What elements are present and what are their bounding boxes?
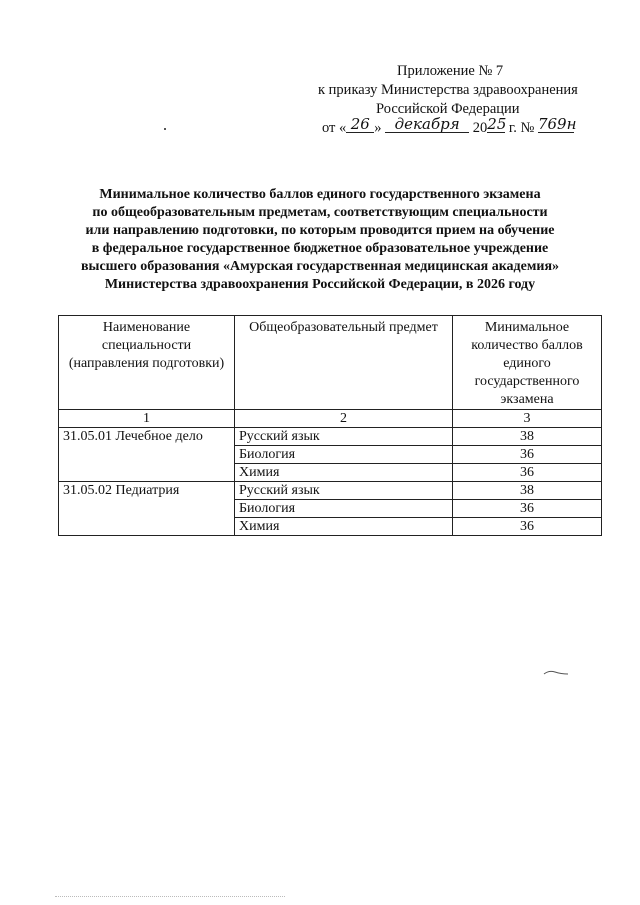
pen-mark xyxy=(543,668,569,678)
date-year-suffix: 25 xyxy=(487,115,507,133)
column-number: 2 xyxy=(235,410,453,428)
date-prefix: от « xyxy=(322,120,347,136)
score-cell: 38 xyxy=(453,482,602,500)
scan-footer-line xyxy=(55,896,285,899)
score-cell: 36 xyxy=(453,446,602,464)
appendix-title: Приложение № 7 xyxy=(397,63,504,79)
date-day: 26 xyxy=(346,116,374,133)
header-specialty: Наименование специальности (направления подготовки) xyxy=(59,316,235,410)
order-number: 769н xyxy=(537,115,577,133)
score-cell: 36 xyxy=(453,464,602,482)
subject-cell: Русский язык xyxy=(235,482,453,500)
scan-speck xyxy=(164,128,166,130)
column-number-row xyxy=(59,410,602,428)
table-row xyxy=(59,482,602,500)
appendix-date-line xyxy=(322,115,577,137)
table-row xyxy=(59,428,602,446)
scores-table xyxy=(58,315,602,536)
title-line: Минимальное количество баллов единого государственного экзамена xyxy=(99,187,541,202)
specialty-cell: 31.05.01 Лечебное дело xyxy=(59,428,235,482)
appendix-order-line: к приказу Министерства здравоохранения xyxy=(318,82,578,98)
title-line: в федеральное государственное бюджетное образовательное учреждение xyxy=(91,241,549,256)
subject-cell: Химия xyxy=(235,518,453,536)
specialty-cell: 31.05.02 Педиатрия xyxy=(59,482,235,536)
title-line: высшего образования «Амурская государственная медицинская академия» xyxy=(80,259,560,274)
column-number: 1 xyxy=(59,410,235,428)
date-year-prefix: 20 xyxy=(472,120,488,136)
date-month: декабря xyxy=(385,116,469,133)
subject-cell: Биология xyxy=(235,446,453,464)
score-cell: 36 xyxy=(453,518,602,536)
title-line: или направлению подготовки, по которым проводится прием на обучение xyxy=(85,223,555,238)
date-mid-quote: » xyxy=(374,120,382,136)
title-line: Министерства здравоохранения Российской Федерации, в 2026 году xyxy=(104,277,536,292)
subject-cell: Химия xyxy=(235,464,453,482)
header-subject: Общеобразовательный предмет xyxy=(235,316,453,410)
column-number: 3 xyxy=(453,410,602,428)
subject-cell: Биология xyxy=(235,500,453,518)
table-header-row xyxy=(59,316,602,410)
date-year-tail: г. № xyxy=(505,120,538,136)
score-cell: 38 xyxy=(453,428,602,446)
score-cell: 36 xyxy=(453,500,602,518)
header-min-score: Минимальное количество баллов единого государственного экзамена xyxy=(453,316,602,410)
title-line: по общеобразовательным предметам, соответствующим специальности xyxy=(92,205,548,220)
appendix-rf-line: Российской Федерации xyxy=(376,101,520,117)
document-title xyxy=(40,186,600,294)
subject-cell: Русский язык xyxy=(235,428,453,446)
